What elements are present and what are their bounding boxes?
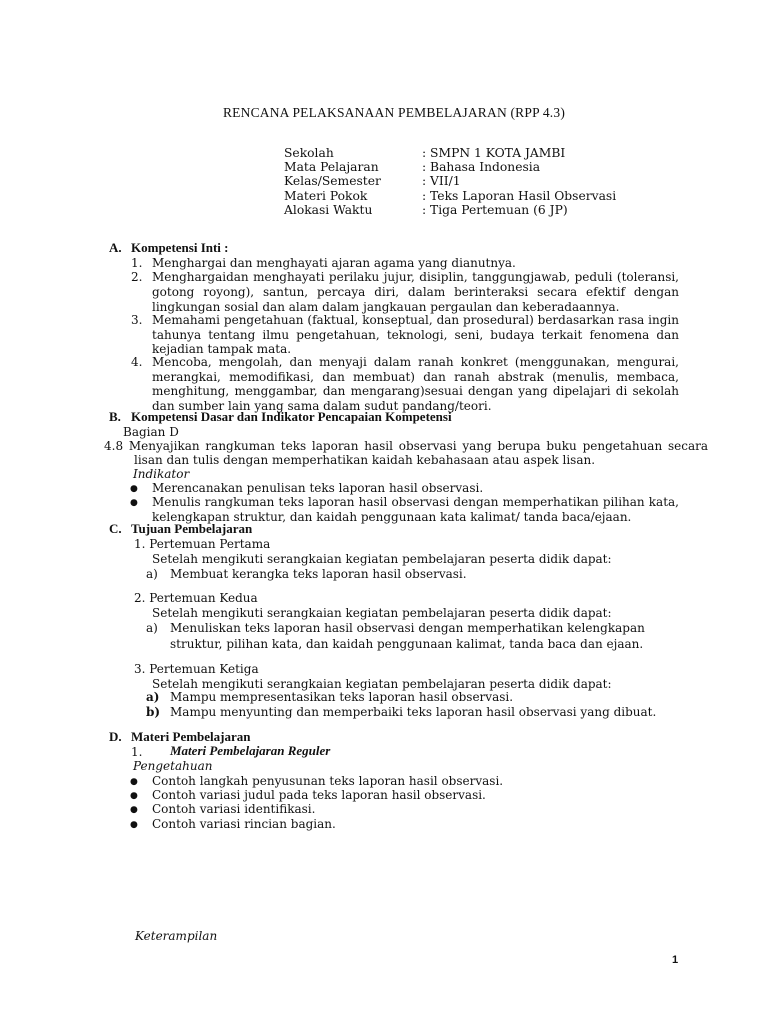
pertemuan-3-intro: Setelah mengikuti serangkaian kegiatan pembelajaran peserta didik dapat: (152, 677, 612, 691)
section-d-heading: D. Materi Pembelajaran (109, 729, 251, 744)
ki-4-number: 4. (131, 355, 143, 369)
bullet-icon: ● (130, 820, 138, 830)
info-row-kelas: Kelas/Semester : VII/1 (284, 174, 461, 189)
p2-a-mark: a) (146, 621, 158, 635)
materi-item-3: Contoh variasi identifikasi. (152, 802, 316, 816)
ki-2-number: 2. (131, 270, 143, 284)
d-sub-heading: Materi Pembelajaran Reguler (170, 743, 331, 758)
indikator-label: Indikator (133, 467, 190, 481)
document-title: RENCANA PELAKSANAAN PEMBELAJARAN (RPP 4.3) (222, 105, 566, 120)
bagian-label: Bagian D (123, 425, 179, 439)
info-row-sekolah: Sekolah : SMPN 1 KOTA JAMBI (284, 146, 566, 160)
materi-item-1: Contoh langkah penyusunan teks laporan hasil observasi. (152, 774, 504, 788)
bullet-icon: ● (130, 791, 138, 801)
p3-a-mark: a) (146, 690, 160, 704)
indikator-2: Menulis rangkuman teks laporan hasil observasi dengan memperhatikan pilihan kata, kelengkapan struktur, dan kaidah penggunaan kata kalimat/ tanda baca/ejaan. (152, 495, 679, 524)
section-b-heading: B. Kompetensi Dasar dan Indikator Pencapaian Kompetensi (109, 409, 452, 424)
identity-table (284, 146, 616, 217)
materi-item-2: Contoh variasi judul pada teks laporan hasil observasi. (152, 788, 486, 802)
section-a-heading: A. Kompetensi Inti : (109, 240, 229, 255)
ki-1-text: Menghargai dan menghayati ajaran agama yang dianutnya. (152, 256, 516, 270)
p1-a-text: Membuat kerangka teks laporan hasil observasi. (170, 567, 467, 581)
kd-text: 4.8 Menyajikan rangkuman teks laporan hasil observasi yang berupa buku pengetahuan secara lisan dan tulis dengan memperhatikan kaidah kebahasaan atau aspek lisan. (104, 439, 708, 467)
pertemuan-1-label: 1. Pertemuan Pertama (134, 537, 271, 551)
bullet-icon: ● (130, 484, 138, 494)
ki-2-text: Menghargaidan menghayati perilaku jujur, disiplin, tanggungjawab, peduli (toleransi, gotong royong), santun, percaya diri, dalam berinteraksi secara efektif dengan lingkungan sosial dan alam dalam jangkauan pergaulan dan keberadaannya. (152, 270, 679, 314)
info-row-mapel: Mata Pelajaran : Bahasa Indonesia (284, 160, 541, 175)
ki-1-number: 1. (131, 256, 143, 270)
bullet-icon: ● (130, 805, 138, 815)
page-number: 1 (672, 954, 679, 966)
pertemuan-3-label: 3. Pertemuan Ketiga (134, 662, 259, 676)
d-sub-number: 1. (131, 745, 143, 759)
indikator-1: Merencanakan penulisan teks laporan hasil observasi. (152, 481, 484, 495)
p3-a-text: Mampu mempresentasikan teks laporan hasil observasi. (170, 690, 514, 704)
ki-3-number: 3. (131, 313, 143, 327)
keterampilan-label: Keterampilan (135, 929, 218, 943)
p2-a-text-line1: Menuliskan teks laporan hasil observasi dengan memperhatikan kelengkapan (170, 621, 645, 635)
p3-b-text: Mampu menyunting dan memperbaiki teks laporan hasil observasi yang dibuat. (170, 705, 657, 719)
materi-item-4: Contoh variasi rincian bagian. (152, 817, 336, 831)
bullet-icon: ● (130, 777, 138, 787)
ki-4-text: Mencoba, mengolah, dan menyaji dalam ranah konkret (menggunakan, mengurai, merangkai, memodifikasi, dan membuat) dan ranah abstrak (menulis, membaca, menghitung, menggambar, dan mengarang)sesuai dengan yang dipelajari di sekolah dan sumber lain yang sama dalam sudut pandang/teori. (152, 355, 679, 413)
pertemuan-2-label: 2. Pertemuan Kedua (134, 591, 258, 605)
info-row-materi: Materi Pokok : Teks Laporan Hasil Observasi (284, 188, 617, 203)
pertemuan-2-intro: Setelah mengikuti serangkaian kegiatan pembelajaran peserta didik dapat: (152, 606, 612, 620)
info-row-alokasi: Alokasi Waktu : Tiga Pertemuan (6 JP) (284, 202, 568, 217)
p3-b-mark: b) (146, 705, 161, 719)
ki-3-text: Memahami pengetahuan (faktual, konseptual, dan prosedural) berdasarkan rasa ingin tahunya tentang ilmu pengetahuan, teknologi, seni, budaya terkait fenomena dan kejadian tampak mata. (152, 313, 679, 356)
pertemuan-1-intro: Setelah mengikuti serangkaian kegiatan pembelajaran peserta didik dapat: (152, 552, 612, 566)
bullet-icon: ● (130, 498, 138, 508)
p1-a-mark: a) (146, 567, 158, 581)
pengetahuan-label: Pengetahuan (133, 759, 213, 773)
p2-a-text-line2: struktur, pilihan kata, dan kaidah penggunaan kalimat, tanda baca dan ejaan. (170, 637, 644, 651)
section-c-heading: C. Tujuan Pembelajaran (109, 521, 253, 536)
